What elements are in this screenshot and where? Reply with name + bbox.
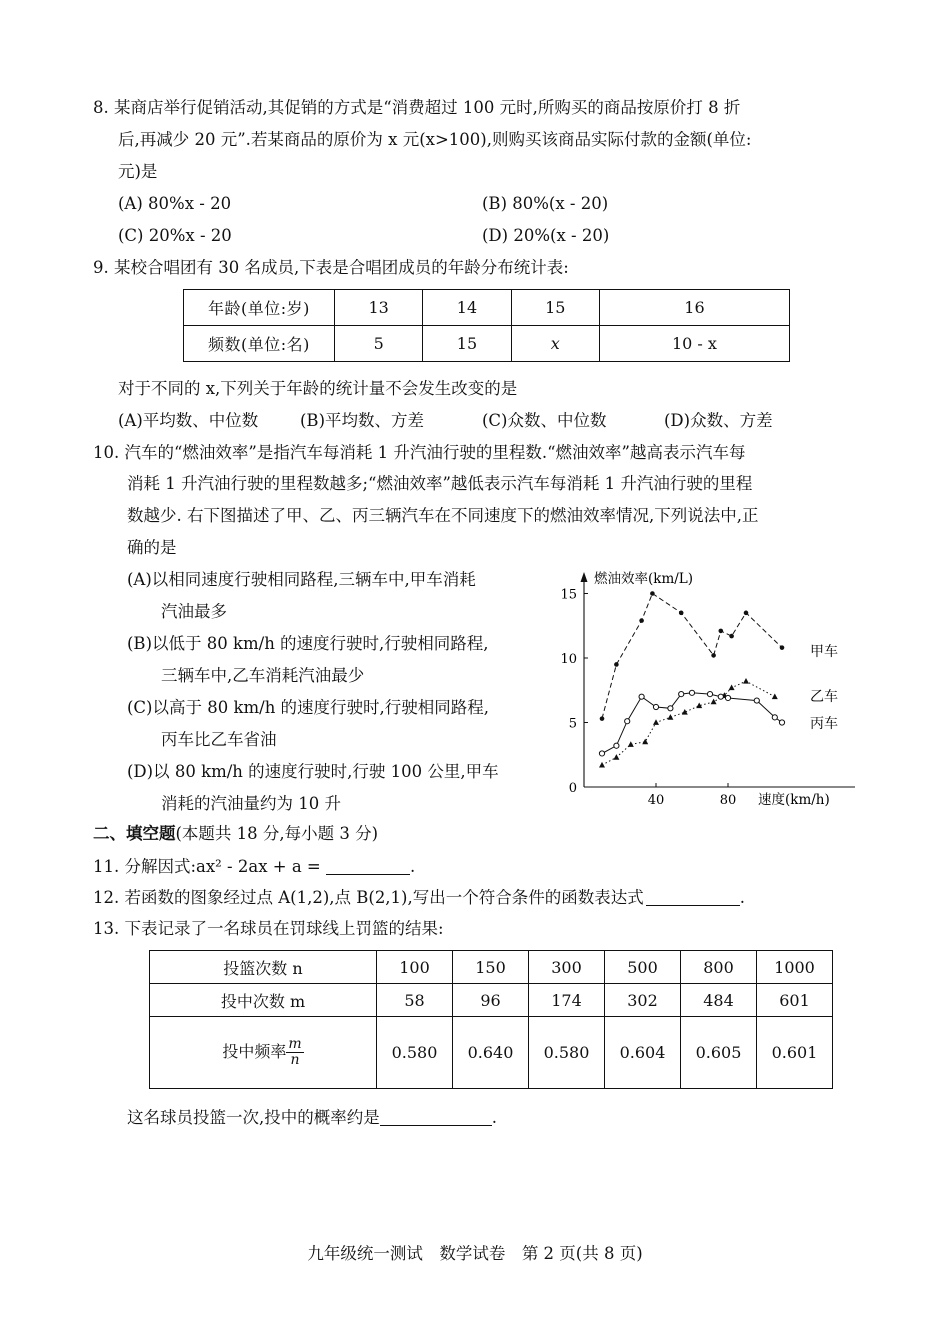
series-point-circle: [599, 751, 604, 756]
q8-line-3: 元)是: [118, 162, 158, 181]
page-footer: 九年级统一测试 数学试卷 第 2 页(共 8 页): [307, 1244, 643, 1263]
series-point-dot: [614, 662, 619, 667]
q8-line-1: 8. 某商店举行促销活动,其促销的方式是“消费超过 100 元时,所购买的商品按原价打 8 折: [93, 98, 741, 117]
series-point-triangle: [653, 719, 659, 725]
frequency-cell: x: [511, 326, 599, 362]
header-cell: 1000: [757, 951, 833, 984]
age-cell: 14: [423, 290, 511, 326]
rate-label: 投中频率: [222, 1042, 287, 1061]
x-tick-label: 40: [647, 793, 665, 808]
series-point-dot: [744, 611, 749, 616]
series-point-triangle: [667, 714, 673, 720]
header-cell: 300: [529, 951, 605, 984]
q13-question: 这名球员投篮一次,投中的概率约是: [127, 1108, 380, 1127]
series-point-circle: [718, 694, 723, 699]
series-point-circle: [725, 695, 730, 700]
age-label: 年龄(单位:岁): [184, 290, 335, 326]
series-point-triangle: [599, 762, 605, 768]
q9-option-b: (B)平均数、方差: [300, 411, 424, 430]
q9-option-a: (A)平均数、中位数: [118, 411, 259, 430]
q9-option-c: (C)众数、中位数: [482, 411, 607, 430]
series-point-circle: [639, 694, 644, 699]
q10-option-d-line-2: 消耗的汽油量约为 10 升: [161, 794, 341, 813]
series-label: 丙车: [810, 716, 838, 732]
y-axis-label: 燃油效率(km/L): [594, 571, 694, 587]
series-point-dot: [719, 629, 724, 634]
x-tick-label: 80: [719, 793, 737, 808]
rate-fraction: [286, 1037, 303, 1068]
q9-question: 对于不同的 x,下列关于年龄的统计量不会发生改变的是: [118, 379, 518, 398]
q13-stem: 13. 下表记录了一名球员在罚球线上罚篮的结果:: [93, 919, 444, 938]
hits-cell: 58: [377, 984, 453, 1017]
series-point-circle: [625, 719, 630, 724]
rate-cell: 0.640: [453, 1017, 529, 1089]
q8-line-2: 后,再减少 20 元”.若某商品的原价为 x 元(x>100),则购买该商品实际付款的金额(单位:: [118, 130, 752, 149]
fuel-efficiency-chart: [555, 560, 885, 815]
series-point-triangle: [743, 678, 749, 684]
q12-line: [93, 887, 745, 909]
age-cell: 16: [599, 290, 789, 326]
rate-cell: 0.580: [529, 1017, 605, 1089]
series-point-circle: [689, 690, 694, 695]
header-cell: 150: [453, 951, 529, 984]
series-point-circle: [779, 720, 784, 725]
y-tick-label: 5: [568, 716, 577, 732]
header-attempts: 投篮次数 n: [150, 951, 377, 984]
series-point-circle: [614, 743, 619, 748]
q11-answer-blank[interactable]: [326, 858, 410, 875]
hits-cell: 302: [605, 984, 681, 1017]
q9-stem: 9. 某校合唱团有 30 名成员,下表是合唱团成员的年龄分布统计表:: [93, 258, 569, 277]
q11-text: 11. 分解因式:ax² - 2ax + a =: [93, 857, 321, 876]
rate-cell: 0.605: [681, 1017, 757, 1089]
rate-cell: 0.601: [757, 1017, 833, 1089]
series-point-triangle: [772, 694, 778, 700]
frequency-cell: 5: [335, 326, 423, 362]
series-point-dot: [729, 634, 734, 639]
y-axis-arrow: [581, 572, 588, 582]
x-axis-label: 速度(km/h): [758, 792, 830, 808]
q11-end: .: [409, 857, 416, 876]
q11-line: [93, 856, 415, 878]
header-cell: 500: [605, 951, 681, 984]
q10-option-b-line-2: 三辆车中,乙车消耗汽油最少: [161, 666, 365, 685]
hits-cell: 484: [681, 984, 757, 1017]
series-point-circle: [679, 692, 684, 697]
series-point-circle: [772, 715, 777, 720]
q10-line-4: 确的是: [127, 538, 177, 557]
y-tick-label: 10: [560, 652, 577, 667]
rate-denominator: n: [290, 1052, 300, 1068]
series-point-circle: [653, 704, 658, 709]
q13-answer-blank[interactable]: [380, 1109, 492, 1126]
age-table: [183, 289, 790, 362]
age-cell: 15: [511, 290, 599, 326]
q12-answer-blank[interactable]: [646, 889, 740, 906]
y-tick-label: 0: [568, 781, 577, 796]
series-label: 乙车: [810, 689, 838, 705]
series-label: 甲车: [810, 644, 838, 660]
series-point-circle: [707, 692, 712, 697]
series-point-dot: [650, 591, 655, 596]
series-point-dot: [679, 611, 684, 616]
q10-line-1: 10. 汽车的“燃油效率”是指汽车每消耗 1 升汽油行驶的里程数.“燃油效率”越高表示汽车每: [93, 443, 746, 462]
q8-option-c: (C) 20%x - 20: [118, 226, 232, 245]
rate-numerator: m: [288, 1036, 302, 1052]
series-point-dot: [600, 716, 605, 721]
frequency-cell: 15: [423, 326, 511, 362]
q12-text: 12. 若函数的图象经过点 A(1,2),点 B(2,1),写出一个符合条件的函数表达式: [93, 888, 644, 907]
hits-cell: 96: [453, 984, 529, 1017]
section-2-note: (本题共 18 分,每小题 3 分): [175, 824, 379, 843]
rate-cell: 0.604: [605, 1017, 681, 1089]
rate-label-cell: [150, 1017, 377, 1089]
q10-option-b-line-1: (B)以低于 80 km/h 的速度行驶时,行驶相同路程,: [127, 634, 489, 653]
q10-option-c-line-1: (C)以高于 80 km/h 的速度行驶时,行驶相同路程,: [127, 698, 490, 717]
series-point-dot: [639, 618, 644, 623]
q10-option-a-line-1: (A)以相同速度行驶相同路程,三辆车中,甲车消耗: [127, 570, 476, 589]
q13-question-line: [127, 1107, 497, 1129]
frequency-cell: 10 - x: [599, 326, 789, 362]
q13-end: .: [491, 1108, 497, 1127]
hits-cell: 174: [529, 984, 605, 1017]
q10-option-d-line-1: (D)以 80 km/h 的速度行驶时,行驶 100 公里,甲车: [127, 762, 499, 781]
q9-option-d: (D)众数、方差: [664, 411, 773, 430]
series-point-dot: [711, 653, 716, 658]
series-point-triangle: [711, 699, 717, 705]
q12-end: .: [739, 888, 745, 907]
q10-line-2: 消耗 1 升汽油行驶的里程数越多;“燃油效率”越低表示汽车每消耗 1 升汽油行驶的里程: [127, 474, 753, 493]
q8-option-a: (A) 80%x - 20: [118, 194, 232, 213]
q10-line-3: 数越少. 右下图描述了甲、乙、丙三辆汽车在不同速度下的燃油效率情况,下列说法中,正: [127, 506, 759, 525]
q8-option-b: (B) 80%(x - 20): [482, 194, 609, 213]
hits-cell: 601: [757, 984, 833, 1017]
series-point-triangle: [613, 754, 619, 760]
series-point-dot: [780, 645, 785, 650]
series-point-triangle: [729, 684, 735, 690]
series-point-circle: [668, 706, 673, 711]
free-throw-table: [149, 950, 833, 1089]
hits-label: 投中次数 m: [150, 984, 377, 1017]
series-point-triangle: [642, 739, 648, 745]
q10-option-c-line-2: 丙车比乙车省油: [161, 730, 277, 749]
q8-option-d: (D) 20%(x - 20): [482, 226, 610, 245]
series-point-triangle: [628, 741, 634, 747]
header-cell: 100: [377, 951, 453, 984]
frequency-label: 频数(单位:名): [184, 326, 335, 362]
section-2-heading: [93, 823, 378, 845]
section-2-title: 二、填空题: [93, 824, 176, 843]
q10-option-a-line-2: 汽油最多: [161, 602, 227, 621]
y-tick-label: 15: [560, 587, 577, 603]
rate-cell: 0.580: [377, 1017, 453, 1089]
header-cell: 800: [681, 951, 757, 984]
series-point-circle: [754, 698, 759, 703]
age-cell: 13: [335, 290, 423, 326]
